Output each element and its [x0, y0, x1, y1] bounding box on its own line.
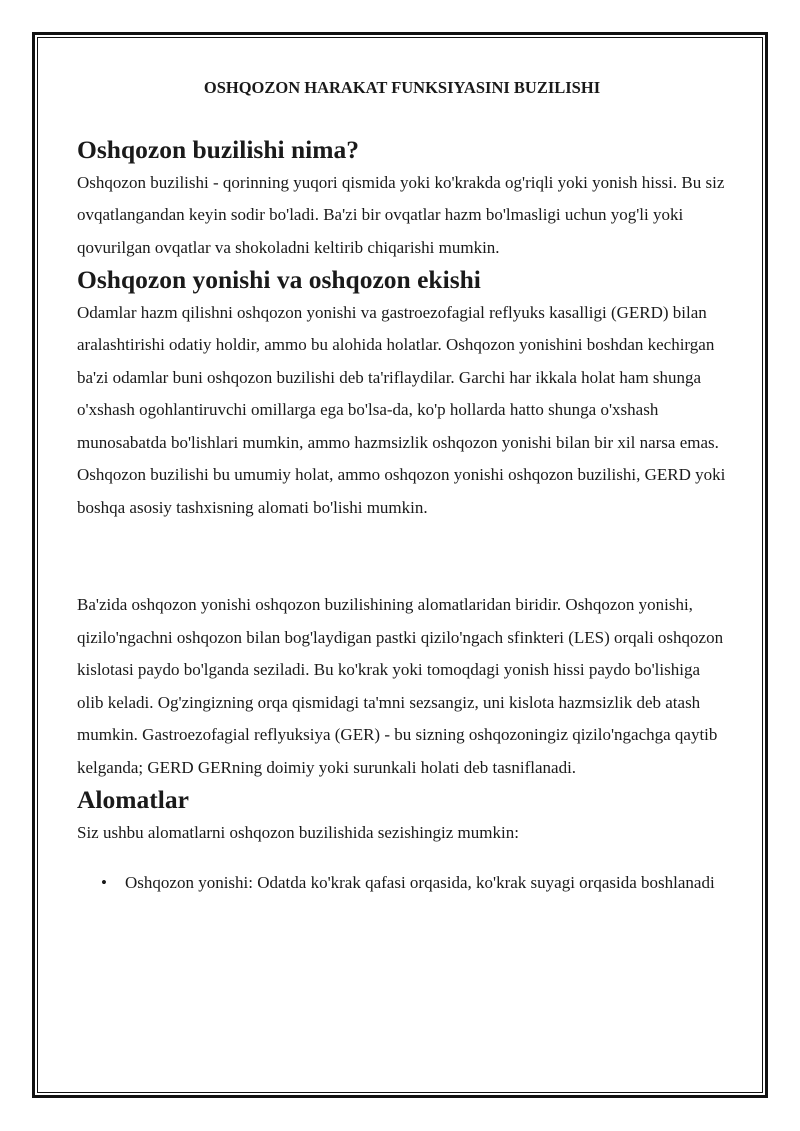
section-paragraph-reflux: Ba'zida oshqozon yonishi oshqozon buzilishining alomatlaridan biridir. Oshqozon yonishi, qizilo'ngachni oshqozon bilan bog'laydigan pastki qizilo'ngach sfinkteri (LES) orqali oshqozon kislotasi paydo bo'lganda seziladi. Bu ko'krak yoki tomoqdagi yonish hissi paydo bo'lishiga olib keladi. Og'zingizning orqa qismidagi ta'mni sezsangiz, uni kislota hazmsizlik deb atash mumkin. Gastroezofagial reflyuksiya (GER) - bu sizning oshqozoningiz qizilo'ngachga qaytib kelganda; GERD GERning doimiy yoki surunkali holati deb tasniflanadi.	[77, 595, 724, 777]
section-heading-what-is: Oshqozon buzilishi nima?	[77, 135, 360, 164]
list-item	[77, 867, 727, 900]
section-heading-symptoms: Alomatlar	[77, 785, 189, 814]
section-heading-heartburn: Oshqozon yonishi va oshqozon ekishi	[77, 265, 481, 294]
document-body	[77, 72, 727, 900]
section-paragraph-symptoms: Siz ushbu alomatlarni oshqozon buzilishida sezishingiz mumkin:	[77, 822, 519, 842]
section-paragraph-heartburn: Odamlar hazm qilishni oshqozon yonishi va gastroezofagial reflyuks kasalligi (GERD) bilan aralashtirishi odatiy holdir, ammo bu alohida holatlar. Oshqozon yonishini boshdan kechirgan ba'zi odamlar buni oshqozon buzilishi deb ta'riflaydilar. Garchi har ikkala holat ham shunga o'xshash ogohlantiruvchi omillarga ega bo'lsa-da, ko'p hollarda hatto shunga o'xshash munosabatda bo'lishlari mumkin, ammo hazmsizlik oshqozon yonishi bilan bir xil narsa emas. Oshqozon buzilishi bu umumiy holat, ammo oshqozon yonishi oshqozon buzilishi, GERD yoki boshqa asosiy tashxisning alomati bo'lishi mumkin.	[77, 302, 726, 517]
symptoms-list	[77, 867, 727, 900]
section-paragraph-what-is: Oshqozon buzilishi - qorinning yuqori qismida yoki ko'krakda og'riqli yoki yonish hissi. Bu siz ovqatlangandan keyin sodir bo'ladi. Ba'zi bir ovqatlar hazm bo'lmasligi uchun yog'li yoki qovurilgan ovqatlar va shokoladni keltirib chiqarishi mumkin.	[77, 172, 725, 257]
blank-spacer	[77, 524, 727, 589]
document-title: OSHQOZON HARAKAT FUNKSIYASINI BUZILISHI	[203, 78, 601, 97]
bullet-icon: •	[101, 873, 107, 892]
list-item-text: Oshqozon yonishi: Odatda ko'krak qafasi orqasida, ko'krak suyagi orqasida boshlanadi	[125, 873, 715, 892]
